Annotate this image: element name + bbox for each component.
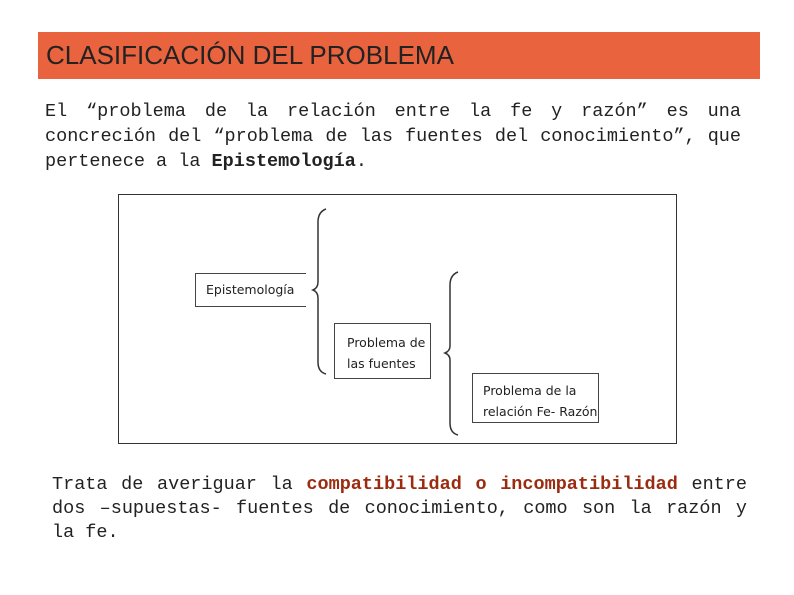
title-bar xyxy=(38,32,760,79)
intro-paragraph xyxy=(45,99,741,174)
box-problema-fuentes-line2: las fuentes xyxy=(347,356,416,371)
intro-end: . xyxy=(355,151,367,172)
box-problema-fuentes-line1: Problema de xyxy=(347,335,426,350)
closing-highlight: compatibilidad o incompatibilidad xyxy=(306,474,678,495)
intro-bold-term: Epistemología xyxy=(211,151,356,172)
box-problema-relacion-line1: Problema de la xyxy=(483,383,577,398)
intro-text: El “problema de la relación entre la fe y razón” es una concreción del “problema de las fuentes del conocimiento”, que pertenece a la xyxy=(45,101,741,172)
closing-paragraph xyxy=(52,473,747,545)
slide-title: CLASIFICACIÓN DEL PROBLEMA xyxy=(46,40,454,70)
closing-text: Trata de averiguar la xyxy=(52,474,307,495)
box-problema-relacion-line2: relación Fe- Razón xyxy=(483,404,598,419)
box-problema-relacion xyxy=(472,373,599,423)
box-epistemologia xyxy=(195,273,306,307)
closing-end: entre dos –supuestas- fuentes de conocimiento, como son la razón y la fe. xyxy=(52,474,747,543)
box-problema-fuentes xyxy=(334,323,431,379)
box-epistemologia-label: Epistemología xyxy=(206,282,295,297)
